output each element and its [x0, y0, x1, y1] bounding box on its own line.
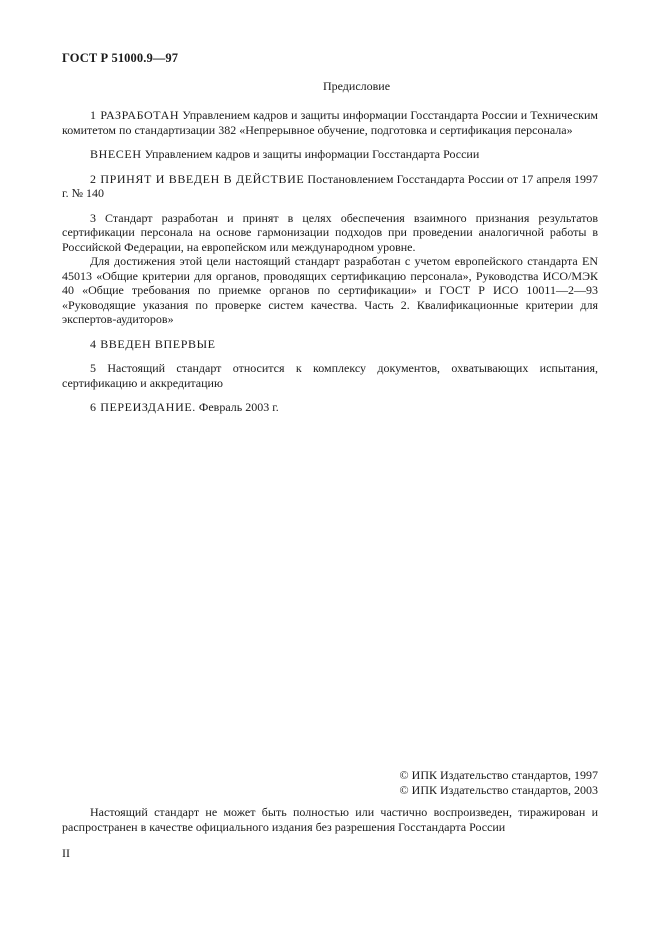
item-2-text: Постановлением Госстандарта России от 17 апреля 1997 г. № 140 — [62, 171, 598, 200]
copyright-line-1997: © ИПК Издательство стандартов, 1997 — [399, 768, 598, 782]
item-4: 4 ВВЕДЕН ВПЕРВЫЕ — [90, 336, 216, 351]
item-3: 3 Стандарт разработан и принят в целях обеспечения взаимного признания результатов сертификации персонала на основе гармонизации подходов при проведении аналогичной работы в Российской Федерации, на европейском или международном уровне. — [62, 210, 598, 254]
page-title: Предисловие — [322, 79, 391, 93]
item-1b — [62, 147, 598, 162]
notice-text: Настоящий стандарт не может быть полностью или частично воспроизведен, тиражирован и распространен в качестве официального издания без разрешения Госстандарта России — [62, 805, 598, 834]
document-code: ГОСТ Р 51000.9—97 — [62, 51, 179, 65]
item-6 — [62, 400, 598, 415]
reproduction-notice — [62, 805, 598, 834]
item-6-lead: 6 ПЕРЕИЗДАНИЕ. — [90, 400, 196, 414]
item-3b: Для достижения этой цели настоящий стандарт разработан с учетом европейского стандарта EN 45013 «Общие критерии для органов, проводящих сертификацию персонала», Руководства ИСО/МЭК 40 «Общие требования по приемке органов по сертификации» и ГОСТ Р ИСО 10011—2—93 «Руководящие указания по проверке систем качества. Часть 2. Квалификационные критерии для экспертов-аудиторов» — [62, 254, 598, 326]
item-1b-lead: ВНЕСЕН — [90, 147, 142, 161]
item-1b-text: Управлением кадров и защиты информации Госстандарта России — [141, 147, 480, 161]
copyright-line-2003: © ИПК Издательство стандартов, 2003 — [399, 782, 598, 797]
item-2-lead: 2 ПРИНЯТ И ВВЕДЕН В ДЕЙСТВИЕ — [90, 171, 305, 186]
item-1-lead: 1 РАЗРАБОТАН — [90, 108, 180, 122]
item-5: 5 Настоящий стандарт относится к комплексу документов, охватывающих испытания, сертификацию и аккредитацию — [62, 361, 598, 390]
item-2 — [62, 172, 598, 201]
item-1 — [62, 108, 598, 137]
item-6-text: Февраль 2003 г. — [195, 400, 279, 414]
copyright-block — [400, 768, 598, 797]
page-number: II — [62, 846, 70, 860]
foreword-body — [62, 108, 598, 415]
item-1-text: Управлением кадров и защиты информации Госстандарта России и Техническим комитетом по стандартизации 382 «Непрерывное обучение, подготовка и сертификация персонала» — [62, 108, 599, 137]
